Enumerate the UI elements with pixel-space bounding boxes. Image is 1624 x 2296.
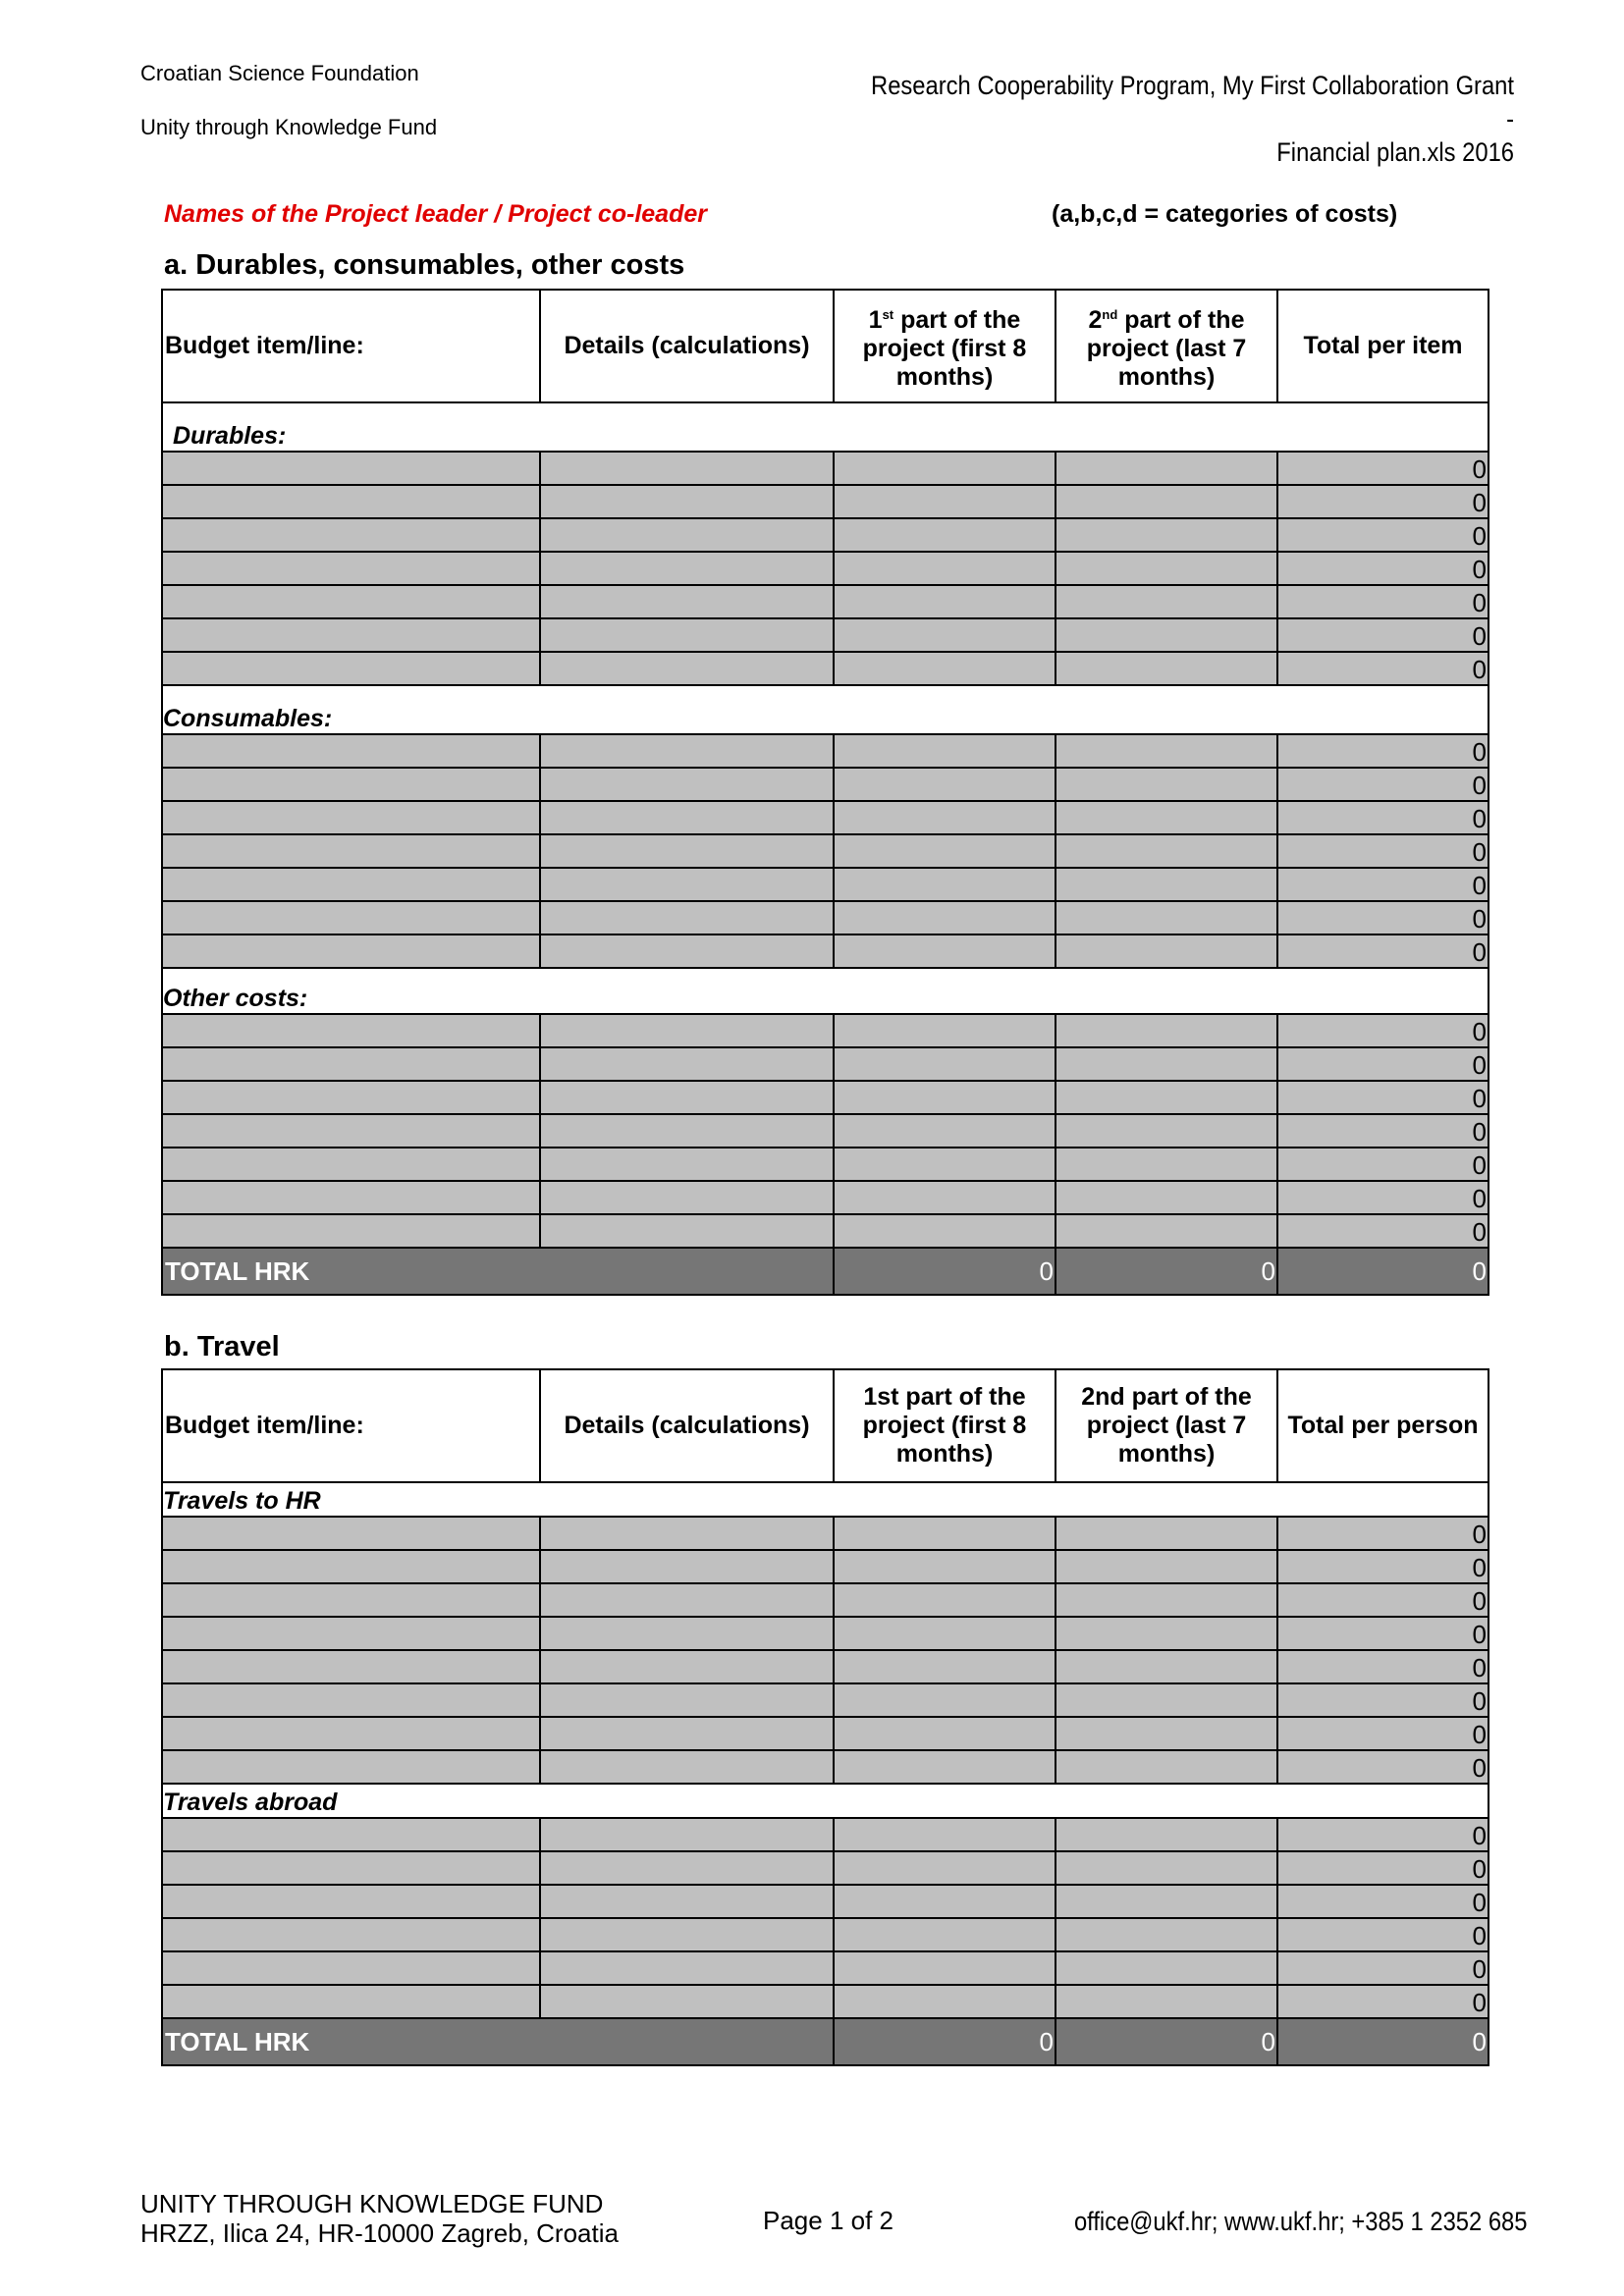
budget-item-cell[interactable] [162,618,540,652]
part1-cell[interactable] [834,1047,1056,1081]
details-cell[interactable] [540,1047,834,1081]
group-label: Travels to HR [162,1482,1489,1517]
budget-item-cell[interactable] [162,734,540,768]
budget-item-cell[interactable] [162,1148,540,1181]
part2-cell[interactable] [1056,1014,1277,1047]
total-sum: 0 [1277,2018,1489,2065]
budget-item-cell[interactable] [162,868,540,901]
part1-cell[interactable] [834,1181,1056,1214]
budget-item-cell[interactable] [162,485,540,518]
row-total-cell: 0 [1277,1114,1489,1148]
part2-cell[interactable] [1056,1148,1277,1181]
details-cell[interactable] [540,1583,834,1617]
group-header-row [162,1482,1489,1517]
table-row [162,834,1489,868]
part2-cell[interactable] [1056,1214,1277,1248]
details-cell[interactable] [540,552,834,585]
part1-cell[interactable] [834,552,1056,585]
budget-item-cell[interactable] [162,1750,540,1784]
col-total: Total per item [1277,290,1489,402]
table-row [162,1683,1489,1717]
part2-cell[interactable] [1056,552,1277,585]
budget-item-cell[interactable] [162,652,540,685]
details-cell[interactable] [540,1985,834,2018]
part2-cell[interactable] [1056,1985,1277,2018]
part1-cell[interactable] [834,868,1056,901]
row-total-cell: 0 [1277,768,1489,801]
details-cell[interactable] [540,1617,834,1650]
group-header-row [162,685,1489,734]
budget-item-cell[interactable] [162,768,540,801]
row-total-cell: 0 [1277,652,1489,685]
section-b-title: b. Travel [164,1331,280,1362]
group-label: Durables: [162,402,1489,452]
total-part2: 0 [1056,2018,1277,2065]
row-total-cell: 0 [1277,1683,1489,1717]
row-total-cell: 0 [1277,801,1489,834]
part2-cell[interactable] [1056,1650,1277,1683]
row-total-cell: 0 [1277,1951,1489,1985]
row-total-cell: 0 [1277,1583,1489,1617]
table-row [162,1985,1489,2018]
details-cell[interactable] [540,1081,834,1114]
part1-cell[interactable] [834,734,1056,768]
footer-fund: UNITY THROUGH KNOWLEDGE FUND [140,2189,604,2218]
table-row [162,1114,1489,1148]
budget-item-cell[interactable] [162,1985,540,2018]
row-total-cell: 0 [1277,452,1489,485]
footer-contact: office@ukf.hr; www.ukf.hr; +385 1 2352 685 [1073,2207,1527,2236]
row-total-cell: 0 [1277,1985,1489,2018]
budget-item-cell[interactable] [162,552,540,585]
details-cell[interactable] [540,1550,834,1583]
details-cell[interactable] [540,1717,834,1750]
row-total-cell: 0 [1277,1617,1489,1650]
row-total-cell: 0 [1277,618,1489,652]
details-cell[interactable] [540,1750,834,1784]
part1-cell[interactable] [834,1851,1056,1885]
details-cell[interactable] [540,801,834,834]
part1-cell[interactable] [834,1014,1056,1047]
row-total-cell: 0 [1277,1148,1489,1181]
part1-cell[interactable] [834,618,1056,652]
budget-item-cell[interactable] [162,1181,540,1214]
col-budget-item: Budget item/line: [162,290,540,402]
total-row [162,2018,1489,2065]
part1-cell[interactable] [834,485,1056,518]
part1-cell[interactable] [834,1114,1056,1148]
details-cell[interactable] [540,1181,834,1214]
row-total-cell: 0 [1277,1081,1489,1114]
row-total-cell: 0 [1277,1214,1489,1248]
table-row [162,1148,1489,1181]
details-cell[interactable] [540,834,834,868]
part1-cell[interactable] [834,1214,1056,1248]
budget-item-cell[interactable] [162,901,540,934]
part2-cell[interactable] [1056,1114,1277,1148]
budget-item-cell[interactable] [162,1885,540,1918]
footer-address: HRZZ, Ilica 24, HR-10000 Zagreb, Croatia [140,2218,619,2248]
total-part1: 0 [834,1248,1056,1295]
part1-cell[interactable] [834,518,1056,552]
part1-cell[interactable] [834,585,1056,618]
col-details: Details (calculations) [540,1369,834,1482]
row-total-cell: 0 [1277,1047,1489,1081]
part2-cell[interactable] [1056,485,1277,518]
details-cell[interactable] [540,1517,834,1550]
part2-cell[interactable] [1056,1181,1277,1214]
row-total-cell: 0 [1277,1181,1489,1214]
part2-cell[interactable] [1056,1885,1277,1918]
table-row [162,901,1489,934]
part2-cell[interactable] [1056,1550,1277,1583]
budget-item-cell[interactable] [162,1550,540,1583]
details-cell[interactable] [540,1951,834,1985]
table-row [162,1014,1489,1047]
table-row [162,768,1489,801]
table-row [162,1550,1489,1583]
table-row [162,1717,1489,1750]
part2-cell[interactable] [1056,585,1277,618]
part1-cell[interactable] [834,1550,1056,1583]
details-cell[interactable] [540,1650,834,1683]
part1-cell[interactable] [834,1617,1056,1650]
table-row [162,1650,1489,1683]
total-row [162,1248,1489,1295]
details-cell[interactable] [540,1818,834,1851]
total-sum: 0 [1277,1248,1489,1295]
col-part2: 2nd part of the project (last 7 months) [1056,1369,1277,1482]
part1-cell[interactable] [834,1148,1056,1181]
part1-cell[interactable] [834,1918,1056,1951]
part1-cell[interactable] [834,1650,1056,1683]
part2-cell[interactable] [1056,1583,1277,1617]
part1-cell[interactable] [834,1750,1056,1784]
part2-cell[interactable] [1056,1918,1277,1951]
table-row [162,1583,1489,1617]
table-row [162,1750,1489,1784]
part2-cell[interactable] [1056,518,1277,552]
part2-cell[interactable] [1056,1818,1277,1851]
part2-cell[interactable] [1056,618,1277,652]
details-cell[interactable] [540,1214,834,1248]
details-cell[interactable] [540,1114,834,1148]
total-label: TOTAL HRK [162,2018,834,2065]
budget-item-cell[interactable] [162,934,540,968]
part1-cell[interactable] [834,452,1056,485]
part1-cell[interactable] [834,1683,1056,1717]
column-header-row [162,290,1489,402]
part1-cell[interactable] [834,1717,1056,1750]
details-cell[interactable] [540,934,834,968]
part1-cell[interactable] [834,934,1056,968]
categories-note: (a,b,c,d = categories of costs) [1052,200,1398,228]
col-details: Details (calculations) [540,290,834,402]
table-row [162,1047,1489,1081]
row-total-cell: 0 [1277,1818,1489,1851]
section-a-title: a. Durables, consumables, other costs [164,249,685,281]
program-title-line1: Research Cooperability Program, My First Collaboration Grant - [871,71,1514,133]
part1-cell[interactable] [834,1081,1056,1114]
part1-cell[interactable] [834,1951,1056,1985]
table-row [162,1517,1489,1550]
table-row [162,801,1489,834]
budget-item-cell[interactable] [162,518,540,552]
part2-cell[interactable] [1056,734,1277,768]
col-part2: 2nd part of the project (last 7 months) [1056,290,1277,402]
fund-name: Unity through Knowledge Fund [140,115,438,139]
column-header-row [162,1369,1489,1482]
part1-cell[interactable] [834,1583,1056,1617]
group-header-row [162,968,1489,1014]
part2-cell[interactable] [1056,768,1277,801]
col-part1: 1st part of the project (first 8 months) [834,290,1056,402]
table-row [162,1818,1489,1851]
details-cell[interactable] [540,901,834,934]
table-row [162,734,1489,768]
table-row [162,1181,1489,1214]
part2-cell[interactable] [1056,1047,1277,1081]
row-total-cell: 0 [1277,901,1489,934]
row-total-cell: 0 [1277,1851,1489,1885]
details-cell[interactable] [540,1918,834,1951]
col-part1: 1st part of the project (first 8 months) [834,1369,1056,1482]
part1-cell[interactable] [834,768,1056,801]
part2-cell[interactable] [1056,652,1277,685]
part2-cell[interactable] [1056,834,1277,868]
part2-cell[interactable] [1056,452,1277,485]
row-total-cell: 0 [1277,734,1489,768]
details-cell[interactable] [540,1148,834,1181]
part2-cell[interactable] [1056,801,1277,834]
table-row [162,1851,1489,1885]
row-total-cell: 0 [1277,1918,1489,1951]
budget-item-cell[interactable] [162,1517,540,1550]
col-total: Total per person [1277,1369,1489,1482]
row-total-cell: 0 [1277,1517,1489,1550]
budget-item-cell[interactable] [162,1951,540,1985]
details-cell[interactable] [540,652,834,685]
table-row [162,1885,1489,1918]
group-label: Travels abroad [162,1784,1489,1818]
row-total-cell: 0 [1277,834,1489,868]
part1-cell[interactable] [834,834,1056,868]
budget-item-cell[interactable] [162,801,540,834]
part2-cell[interactable] [1056,934,1277,968]
row-total-cell: 0 [1277,1650,1489,1683]
group-header-row [162,1784,1489,1818]
row-total-cell: 0 [1277,585,1489,618]
total-part2: 0 [1056,1248,1277,1295]
details-cell[interactable] [540,1683,834,1717]
row-total-cell: 0 [1277,1750,1489,1784]
details-cell[interactable] [540,585,834,618]
budget-table-b [161,1368,1489,2066]
footer-address-block [140,2189,619,2248]
part2-cell[interactable] [1056,901,1277,934]
part1-cell[interactable] [834,1517,1056,1550]
table-row [162,552,1489,585]
part2-cell[interactable] [1056,1951,1277,1985]
part1-cell[interactable] [834,901,1056,934]
page-number: Page 1 of 2 [763,2206,893,2235]
part2-cell[interactable] [1056,868,1277,901]
part1-cell[interactable] [834,801,1056,834]
details-cell[interactable] [540,734,834,768]
row-total-cell: 0 [1277,868,1489,901]
budget-item-cell[interactable] [162,1818,540,1851]
row-total-cell: 0 [1277,552,1489,585]
budget-item-cell[interactable] [162,1851,540,1885]
part2-cell[interactable] [1056,1517,1277,1550]
part2-cell[interactable] [1056,1683,1277,1717]
part2-cell[interactable] [1056,1717,1277,1750]
budget-item-cell[interactable] [162,1583,540,1617]
details-cell[interactable] [540,618,834,652]
row-total-cell: 0 [1277,934,1489,968]
budget-item-cell[interactable] [162,1114,540,1148]
row-total-cell: 0 [1277,518,1489,552]
row-total-cell: 0 [1277,1717,1489,1750]
details-cell[interactable] [540,1014,834,1047]
budget-item-cell[interactable] [162,1617,540,1650]
part2-cell[interactable] [1056,1750,1277,1784]
table-row [162,485,1489,518]
budget-item-cell[interactable] [162,1650,540,1683]
part1-cell[interactable] [834,652,1056,685]
budget-item-cell[interactable] [162,1717,540,1750]
budget-item-cell[interactable] [162,452,540,485]
table-row [162,618,1489,652]
names-label: Names of the Project leader / Project co-leader [164,200,707,228]
details-cell[interactable] [540,485,834,518]
table-row [162,1617,1489,1650]
part1-cell[interactable] [834,1985,1056,2018]
table-row [162,934,1489,968]
total-part1: 0 [834,2018,1056,2065]
budget-item-cell[interactable] [162,1047,540,1081]
group-label: Consumables: [162,685,1489,734]
budget-item-cell[interactable] [162,834,540,868]
part2-cell[interactable] [1056,1617,1277,1650]
budget-item-cell[interactable] [162,585,540,618]
row-total-cell: 0 [1277,1550,1489,1583]
table-row [162,868,1489,901]
details-cell[interactable] [540,768,834,801]
table-row [162,1951,1489,1985]
details-cell[interactable] [540,518,834,552]
details-cell[interactable] [540,868,834,901]
table-row [162,1918,1489,1951]
group-label: Other costs: [162,968,1489,1014]
budget-item-cell[interactable] [162,1918,540,1951]
details-cell[interactable] [540,1851,834,1885]
table-row [162,585,1489,618]
col-budget-item: Budget item/line: [162,1369,540,1482]
budget-item-cell[interactable] [162,1081,540,1114]
budget-item-cell[interactable] [162,1214,540,1248]
row-total-cell: 0 [1277,1885,1489,1918]
details-cell[interactable] [540,1885,834,1918]
program-title [857,69,1514,169]
part1-cell[interactable] [834,1885,1056,1918]
row-total-cell: 0 [1277,485,1489,518]
table-row [162,1214,1489,1248]
budget-table-a [161,289,1489,1296]
program-title-line2: Financial plan.xls 2016 [1276,137,1514,167]
part1-cell[interactable] [834,1818,1056,1851]
budget-item-cell[interactable] [162,1014,540,1047]
table-row [162,452,1489,485]
group-header-row [162,402,1489,452]
table-row [162,652,1489,685]
total-label: TOTAL HRK [162,1248,834,1295]
row-total-cell: 0 [1277,1014,1489,1047]
table-row [162,518,1489,552]
org-name: Croatian Science Foundation [140,61,419,85]
part2-cell[interactable] [1056,1851,1277,1885]
budget-item-cell[interactable] [162,1683,540,1717]
part2-cell[interactable] [1056,1081,1277,1114]
table-row [162,1081,1489,1114]
details-cell[interactable] [540,452,834,485]
